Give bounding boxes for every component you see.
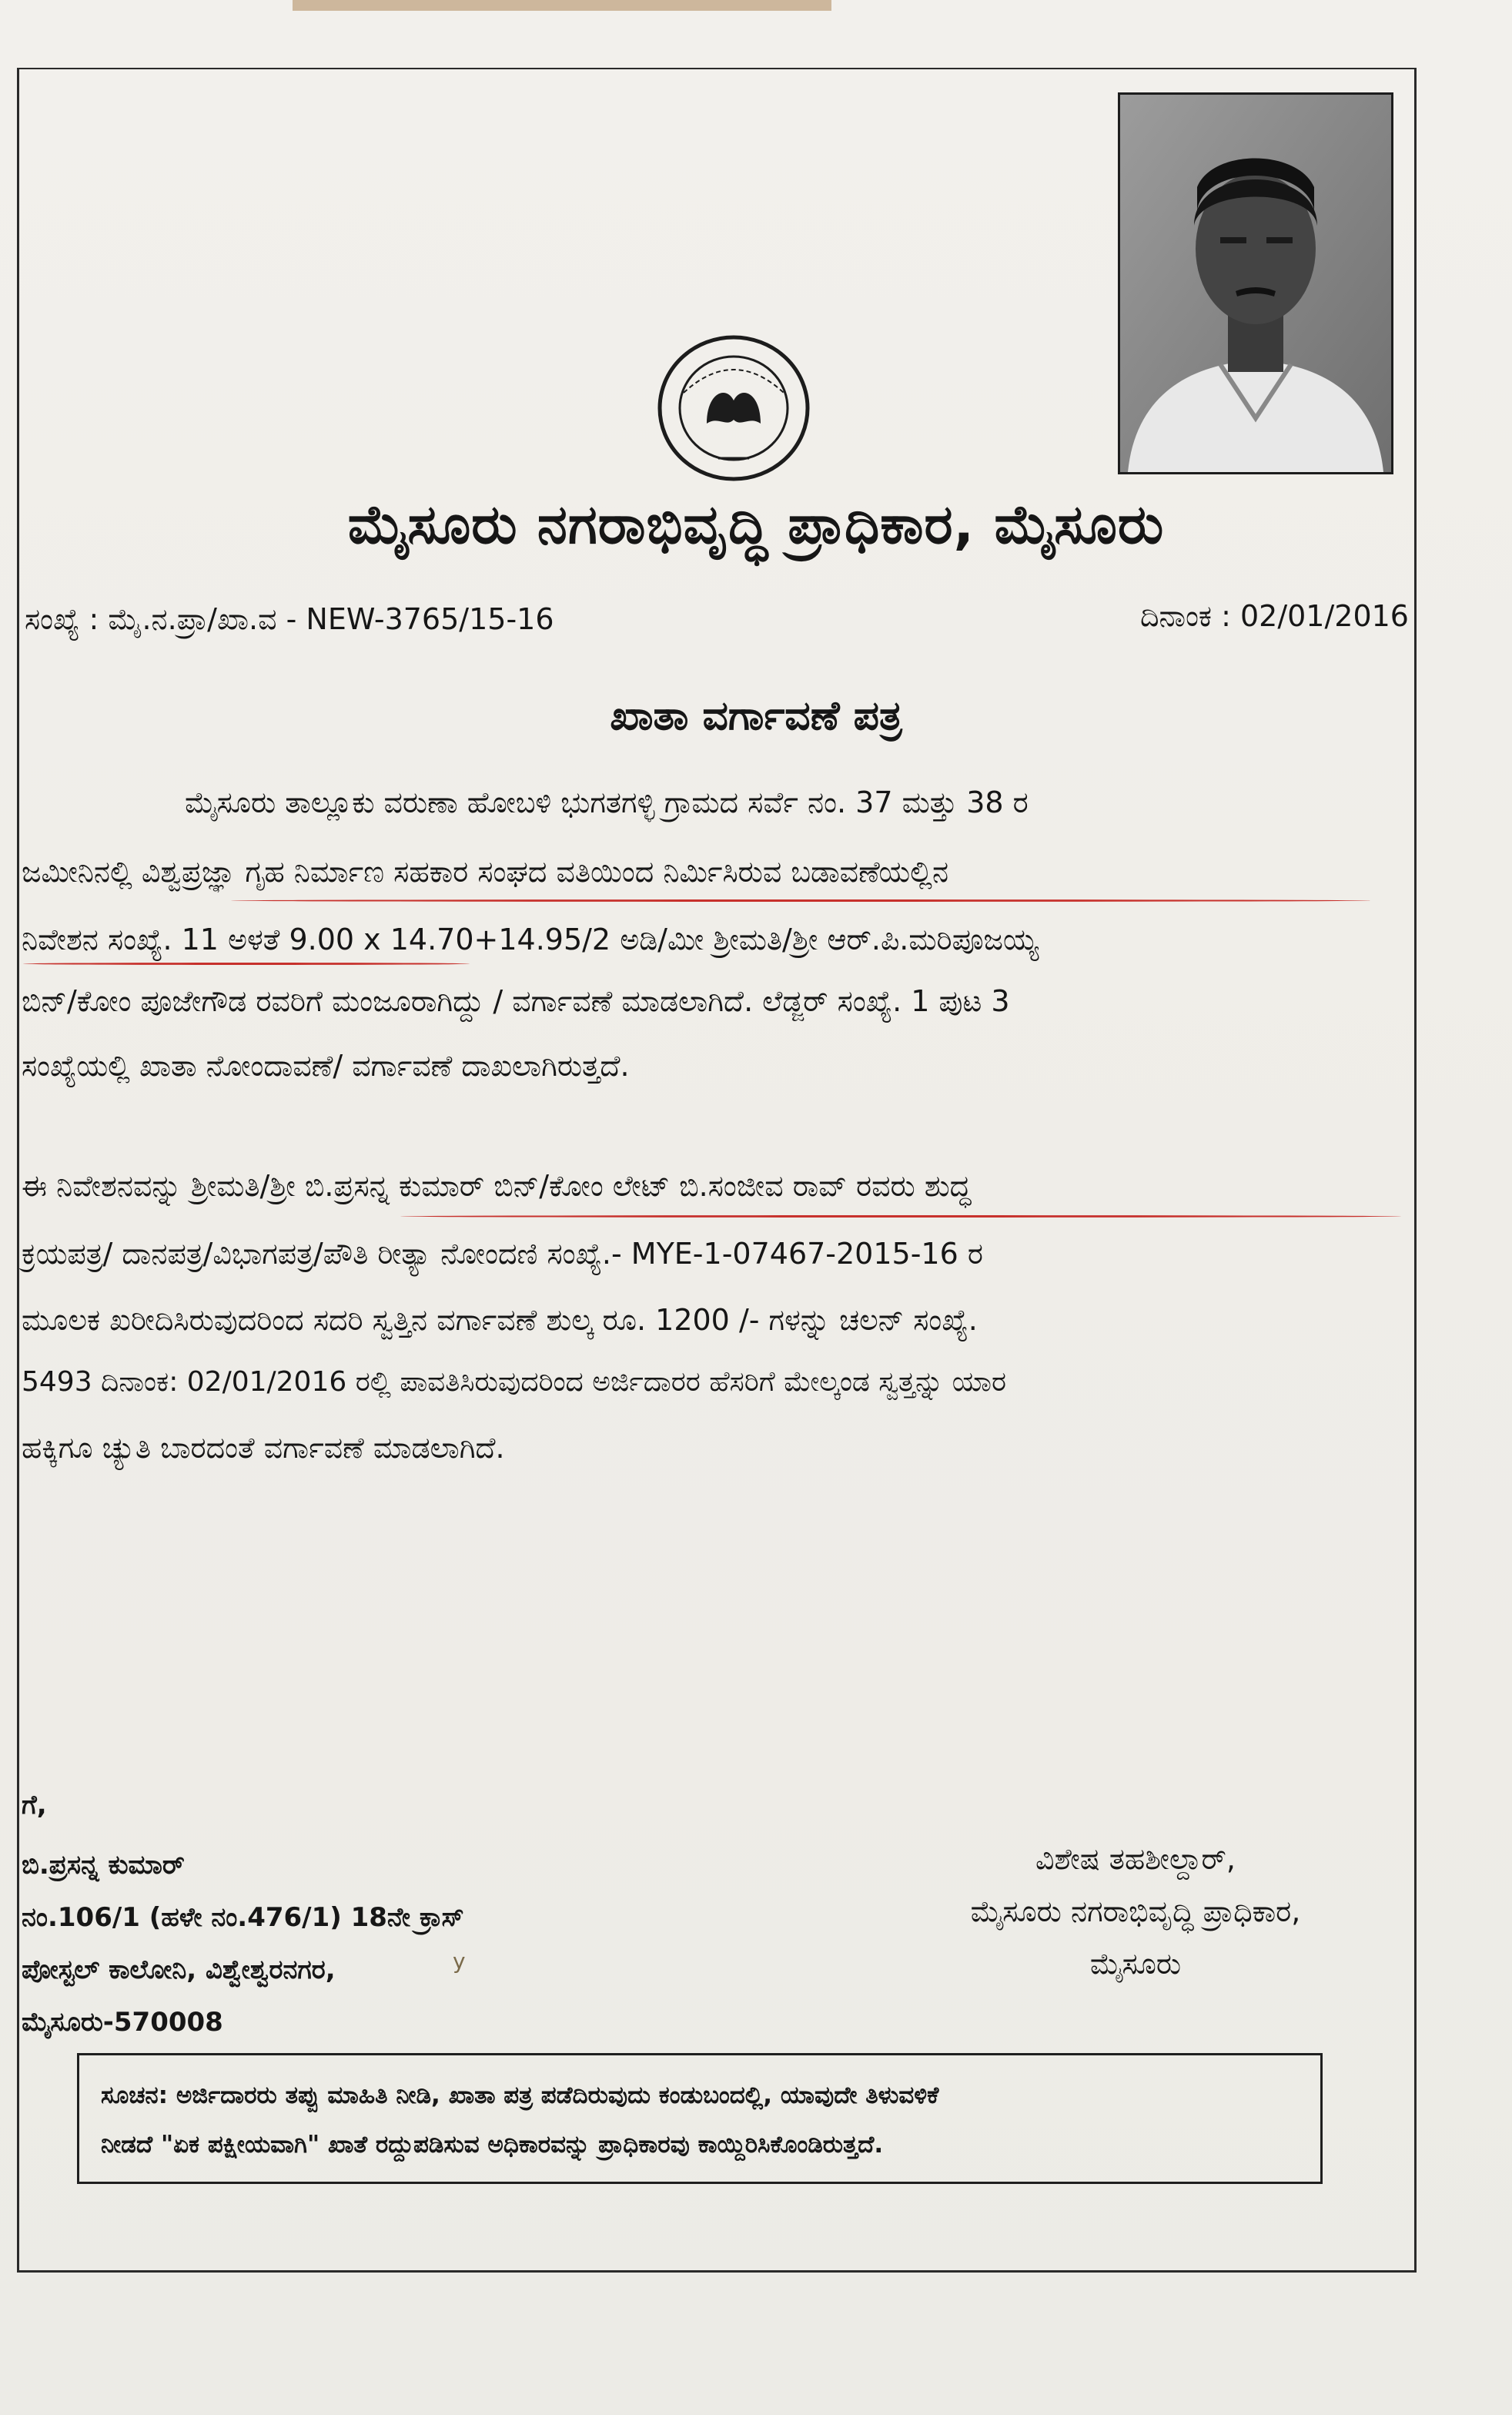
paragraph-line: ಬಿನ್/ಕೋಂ ಪೂಜೇಗೌಡ ರವರಿಗೆ ಮಂಜೂರಾಗಿದ್ದು / ವರ್ಗಾವಣೆ ಮಾಡಲಾಗಿದೆ. ಲೆಡ್ಜರ್ ಸಂಖ್ಯೆ. 1 ಪುಟ 3 — [22, 984, 1010, 1018]
recipient-address-line: ನಂ.106/1 (ಹಳೇ ನಂ.476/1) 18ನೇ ಕ್ರಾಸ್ — [22, 1902, 464, 1933]
recipient-address-line: ಮೈಸೂರು-570008 — [22, 2007, 223, 2038]
recipient-name: ಬಿ.ಪ್ರಸನ್ನ ಕುಮಾರ್ — [22, 1850, 185, 1881]
paragraph-line: 5493 ದಿನಾಂಕ: 02/01/2016 ರಲ್ಲಿ ಪಾವತಿಸಿರುವುದರಿಂದ ಅರ್ಜಿದಾರರ ಹೆಸರಿಗೆ ಮೇಲ್ಕಂಡ ಸ್ವತ್ತನ್ನು ಯಾರ — [22, 1366, 1007, 1398]
stray-pen-mark: y — [453, 1948, 466, 1974]
pen-underline — [23, 963, 470, 965]
authority-seal-emblem — [653, 331, 815, 485]
signatory-office: ಮೈಸೂರು ನಗರಾಭಿವೃದ್ಧಿ ಪ್ರಾಧಿಕಾರ, — [970, 1894, 1301, 1928]
paragraph-line: ಮೈಸೂರು ತಾಲ್ಲೂಕು ವರುಣಾ ಹೋಬಳಿ ಭುಗತಗಳ್ಳಿ ಗ್ರಾಮದ ಸರ್ವೆ ನಂ. 37 ಮತ್ತು 38 ರ — [185, 785, 1029, 819]
pen-underline — [231, 899, 1370, 902]
pen-underline — [400, 1215, 1401, 1218]
authority-title: ಮೈಸೂರು ನಗರಾಭಿವೃದ್ಧಿ ಪ್ರಾಧಿಕಾರ, ಮೈಸೂರು — [347, 493, 1165, 556]
paragraph-line: ಮೂಲಕ ಖರೀದಿಸಿರುವುದರಿಂದ ಸದರಿ ಸ್ವತ್ತಿನ ವರ್ಗಾವಣೆ ಶುಲ್ಕ ರೂ. 1200 /- ಗಳನ್ನು ಚಲನ್ ಸಂಖ್ಯೆ. — [22, 1303, 978, 1337]
paper-edge-strip — [293, 0, 831, 11]
signatory-city: ಮೈಸೂರು — [1089, 1947, 1182, 1981]
reference-number: ಸಂಖ್ಯೆ : ಮೈ.ನ.ಪ್ರಾ/ಖಾ.ವ - NEW-3765/15-16 — [25, 602, 554, 636]
recipient-address-line: ಪೋಸ್ಟಲ್ ಕಾಲೋನಿ, ವಿಶ್ವೇಶ್ವರನಗರ, — [22, 1954, 336, 1985]
paragraph-line: ನಿವೇಶನ ಸಂಖ್ಯೆ. 11 ಅಳತೆ 9.00 x 14.70+14.95/2 ಅಡಿ/ಮೀ ಶ್ರೀಮತಿ/ಶ್ರೀ ಆರ್.ಪಿ.ಮರಿಪೂಜಯ್ಯ — [22, 923, 1039, 956]
notice-line: ನೀಡದೆ "ಏಕ ಪಕ್ಷೀಯವಾಗಿ" ಖಾತೆ ರದ್ದುಪಡಿಸುವ ಅಧಿಕಾರವನ್ನು ಪ್ರಾಧಿಕಾರವು ಕಾಯ್ದಿರಿಸಿಕೊಂಡಿರುತ್ತದೆ. — [101, 2131, 884, 2159]
paragraph-line: ಹಕ್ಕಿಗೂ ಚ್ಯುತಿ ಬಾರದಂತೆ ವರ್ಗಾವಣೆ ಮಾಡಲಾಗಿದೆ. — [22, 1431, 505, 1465]
issue-date: ದಿನಾಂಕ : 02/01/2016 — [1139, 599, 1409, 633]
recipient-address — [22, 1779, 464, 2048]
paragraph-line: ಈ ನಿವೇಶನವನ್ನು ಶ್ರೀಮತಿ/ಶ್ರೀ ಬಿ.ಪ್ರಸನ್ನ ಕುಮಾರ್ ಬಿನ್/ಕೋಂ ಲೇಟ್ ಬಿ.ಸಂಜೀವ ರಾವ್ ರವರು ಶುದ್ಧ — [22, 1169, 972, 1203]
document-subtitle: ಖಾತಾ ವರ್ಗಾವಣೆ ಪತ್ರ — [610, 693, 902, 739]
notice-box — [77, 2053, 1323, 2184]
paragraph-line: ಕ್ರಯಪತ್ರ/ ದಾನಪತ್ರ/ವಿಭಾಗಪತ್ರ/ಪೌತಿ ರೀತ್ಯಾ ನೋಂದಣಿ ಸಂಖ್ಯೆ.- MYE-1-07467-2015-16 ರ — [22, 1237, 983, 1271]
paragraph-line: ಜಮೀನಿನಲ್ಲಿ ವಿಶ್ವಪ್ರಜ್ಞಾ ಗೃಹ ನಿರ್ಮಾಣ ಸಹಕಾರ ಸಂಘದ ವತಿಯಿಂದ ನಿರ್ಮಿಸಿರುವ ಬಡಾವಣೆಯಲ್ಲಿನ — [22, 855, 949, 889]
paragraph-line: ಸಂಖ್ಯೆಯಲ್ಲಿ ಖಾತಾ ನೋಂದಾವಣೆ/ ವರ್ಗಾವಣೆ ದಾಖಲಾಗಿರುತ್ತದೆ. — [22, 1049, 630, 1083]
signatory-designation: ವಿಶೇಷ ತಹಶೀಲ್ದಾರ್, — [1035, 1842, 1236, 1876]
signatory-block — [885, 1833, 1386, 1990]
to-label: ಗೆ, — [22, 1790, 47, 1820]
applicant-photo — [1118, 92, 1393, 474]
notice-line: ಸೂಚನ: ಅರ್ಜಿದಾರರು ತಪ್ಪು ಮಾಹಿತಿ ನೀಡಿ, ಖಾತಾ ಪತ್ರ ಪಡೆದಿರುವುದು ಕಂಡುಬಂದಲ್ಲಿ, ಯಾವುದೇ ತಿಳುವಳಿಕೆ — [101, 2082, 939, 2109]
